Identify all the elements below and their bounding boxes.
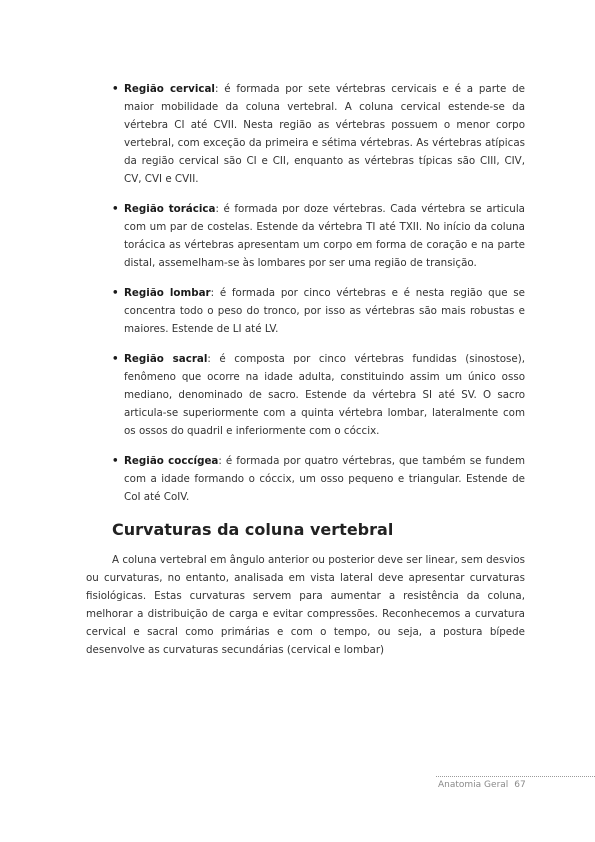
bullet-icon: • (112, 353, 119, 365)
region-lombar-item (112, 284, 525, 338)
region-description (112, 80, 525, 188)
region-coccigea-item (112, 452, 525, 506)
bullet-icon: • (112, 455, 119, 467)
region-text: : é formada por sete vértebras cervicais e é a parte de maior mobilidade da coluna vertebral. A coluna cervical estende-se da vértebra CI até CVII. Nesta região as vértebras possuem o menor corpo vertebral, com exceção da primeira e sétima vértebras. As vértebras atípicas da região cervical são CI e CII, enquanto as vértebras típicas são CIII, CIV, CV, CVI e CVII. (124, 83, 525, 185)
vertebral-regions-list (112, 80, 525, 518)
region-cervical-item (112, 80, 525, 188)
footer-book-title: Anatomia Geral (438, 780, 509, 790)
bullet-icon: • (112, 287, 119, 299)
region-term: Região lombar (124, 287, 211, 299)
region-description (112, 284, 525, 338)
region-text: : é formada por doze vértebras. Cada vértebra se articula com um par de costelas. Estende da vértebra TI até TXII. No início da coluna torácica as vértebras apresentam um corpo em forma de coração e na parte distal, assemelham-se às lombares por ser uma região de transição. (124, 203, 525, 269)
region-description (112, 452, 525, 506)
region-description (112, 350, 525, 440)
bullet-icon: • (112, 83, 119, 95)
region-description (112, 200, 525, 272)
page-footer (438, 780, 526, 790)
region-term: Região torácica (124, 203, 216, 215)
section-paragraph: A coluna vertebral em ângulo anterior ou posterior deve ser linear, sem desvios ou curvaturas, no entanto, analisada em vista lateral deve apresentar curvaturas fisiológicas. Estas curvaturas servem para aumentar a resistência da coluna, melhorar a distribuição de carga e evitar compressões. Reconhecemos a curvatura cervical e sacral como primárias e com o tempo, ou seja, a postura bípede desenvolve as curvaturas secundárias (cervical e lombar) (86, 554, 525, 656)
region-sacral-item (112, 350, 525, 440)
region-text: : é composta por cinco vértebras fundidas (sinostose), fenômeno que ocorre na idade adulta, constituindo assim um único osso mediano, denominado de sacro. Estende da vértebra SI até SV. O sacro articula-se superiormente com a quinta vértebra lombar, lateralmente com os ossos do quadril e inferiormente com o cóccix. (124, 353, 525, 437)
region-term: Região cervical (124, 83, 215, 95)
page-number: 67 (514, 780, 526, 790)
region-term: Região coccígea (124, 455, 219, 467)
section-heading: Curvaturas da coluna vertebral (112, 520, 394, 539)
footer-divider (436, 776, 595, 777)
region-term: Região sacral (124, 353, 208, 365)
region-text: : é formada por quatro vértebras, que também se fundem com a idade formando o cóccix, um osso pequeno e triangular. Estende de CoI até CoIV. (124, 455, 526, 503)
bullet-icon: • (112, 203, 119, 215)
region-toracica-item (112, 200, 525, 272)
region-text: : é formada por cinco vértebras e é nesta região que se concentra todo o peso do tronco, por isso as vértebras são mais robustas e maiores. Estende de LI até LV. (124, 287, 525, 335)
